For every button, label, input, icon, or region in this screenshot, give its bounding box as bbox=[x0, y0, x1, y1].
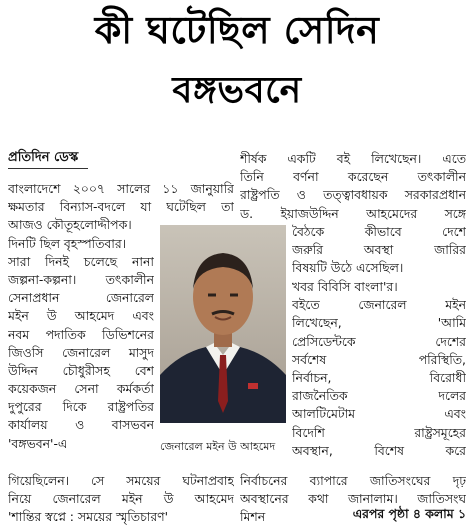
text-line: জল্পনা-কল্পনা। তৎকালীন bbox=[8, 271, 154, 287]
text-line: ড. ইয়াজউদ্দিন আহমেদের সঙ্গে bbox=[240, 205, 466, 221]
text-line: দুপুরের দিকে রাষ্ট্রপতির bbox=[8, 399, 154, 415]
text-line: দিনটি ছিল বৃহস্পতিবার। bbox=[8, 235, 127, 251]
text-line: নবম পদাতিক ডিভিশনের bbox=[8, 326, 154, 342]
text-line: অবস্থান, বিশেষ করে bbox=[292, 442, 466, 458]
text-line: জরুরি অবস্থা জারির bbox=[292, 241, 466, 257]
text-line: বইতে জেনারেল মইন bbox=[292, 297, 466, 313]
text-line: নির্বাচনের ব্যাপারে জাতিসংঘের দৃঢ় bbox=[240, 473, 466, 488]
text-line: রাষ্ট্রপতি ও তত্ত্বাবধায়ক সরকারপ্রধান bbox=[240, 187, 466, 203]
text-line: আজও কৌতূহলোদ্দীপক। bbox=[8, 217, 132, 233]
text-line: ক্ষমতার বিন্যাস-বদলে যা ঘটেছিল তা bbox=[8, 199, 234, 215]
photo-caption: জেনারেল মইন উ আহমেদ bbox=[160, 440, 276, 453]
text-line: সারা দিনই চলেছে নানা bbox=[8, 253, 154, 269]
text-line: লিখেছেন, 'আমি bbox=[292, 315, 466, 331]
text-line: উদ্দিন চৌধুরীসহ বেশ bbox=[8, 362, 154, 378]
text-line: খবর বিবিসি বাংলা'র। bbox=[292, 279, 398, 294]
text-line: গিয়েছিলেন। সে সময়ের ঘটনাপ্রবাহ bbox=[8, 473, 234, 488]
text-line: 'শান্তির স্বপ্নে : সময়ের স্মৃতিচারণ' bbox=[8, 509, 169, 525]
text-line: শীর্ষক একটি বই লিখেছেন। এতে bbox=[240, 151, 466, 166]
text-line: বাংলাদেশে ২০০৭ সালের ১১ জানুয়ারি bbox=[8, 181, 234, 196]
byline-rule bbox=[8, 168, 88, 169]
text-line: বিদেশি রাষ্ট্রসমূহের bbox=[292, 424, 466, 440]
text-line: নিয়ে জেনারেল মইন উ আহমেদ bbox=[8, 491, 234, 507]
portrait-illustration bbox=[160, 225, 286, 423]
text-line: সেনাপ্রধান জেনারেল bbox=[8, 290, 154, 306]
text-line: 'বঙ্গভবন'-এ bbox=[8, 435, 68, 451]
text-line: মিশন bbox=[240, 509, 266, 525]
text-line: বৈঠকে কীভাবে দেশে bbox=[292, 223, 466, 239]
byline: প্রতিদিন ডেস্ক bbox=[8, 150, 79, 165]
column-right bbox=[292, 278, 466, 460]
text-line: জিওসি জেনারেল মাসুদ bbox=[8, 344, 154, 360]
text-line: তিনি বর্ণনা করেছেন তৎকালীন bbox=[240, 169, 466, 185]
text-line: বিষয়টি উঠে এসেছিল। bbox=[292, 260, 404, 276]
portrait-photo bbox=[160, 225, 286, 423]
text-line: মইন উ আহমেদ এবং bbox=[8, 308, 154, 324]
text-line: নির্বাচন, বিরোধী bbox=[292, 369, 466, 385]
text-line: রাজনৈতিক দলের bbox=[292, 388, 466, 404]
text-line: সর্বশেষ পরিস্থিতি, bbox=[292, 351, 466, 367]
continuation-note: এরপর পৃষ্ঠা ৪ কলাম ১ bbox=[352, 506, 466, 521]
headline-line-1: কী ঘটেছিল সেদিন bbox=[94, 8, 380, 52]
text-line: অবস্থানের কথা জানালাম। জাতিসংঘ bbox=[240, 491, 466, 507]
text-line: আলটিমেটাম এবং bbox=[292, 406, 466, 422]
text-line: কার্যালয় ও বাসভবন bbox=[8, 417, 154, 433]
text-line: কয়েকজন সেনা কর্মকর্তা bbox=[8, 381, 154, 397]
headline-line-2: বঙ্গভবনে bbox=[172, 70, 302, 111]
text-line: প্রেসিডেন্টকে দেশের bbox=[292, 333, 466, 349]
